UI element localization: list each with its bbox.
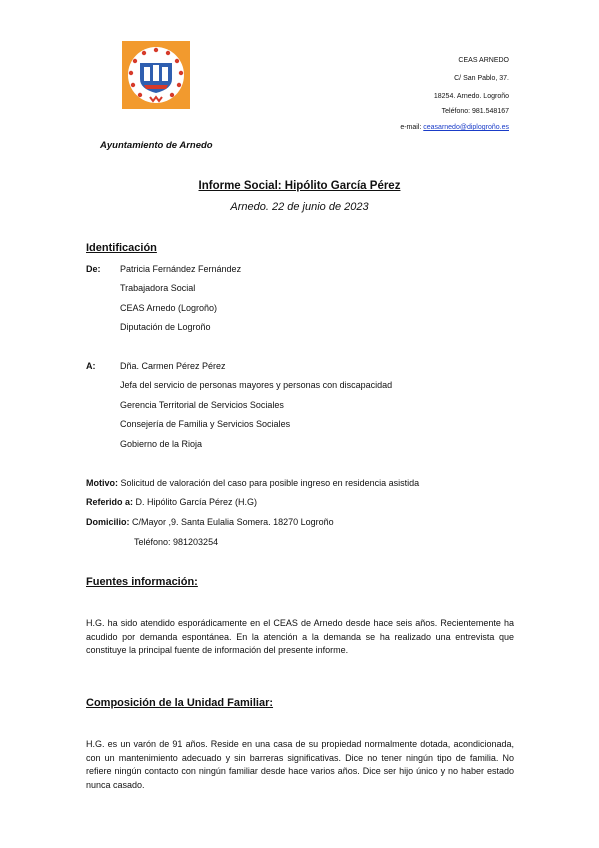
de-label: De: [86,264,101,274]
motivo-value: Solicitud de valoración del caso para posible ingreso en residencia asistida [118,478,420,488]
composicion-heading: Composición de la Unidad Familiar: [86,697,274,709]
ayuntamiento-label: Ayuntamiento de Arnedo [100,140,213,151]
domicilio-value: C/Mayor ,9. Santa Eulalia Somera. 18270 Logroño [129,517,334,527]
coat-of-arms-icon [122,41,190,109]
header-org: CEAS ARNEDO [458,57,509,64]
a-line: Dña. Carmen Pérez Pérez [120,361,226,371]
a-line: Jefa del servicio de personas mayores y personas con discapacidad [120,380,393,390]
header-email-link[interactable]: ceasarnedo@diplogroño.es [423,124,509,131]
composicion-paragraph: H.G. es un varón de 91 años. Reside en una casa de su propiedad normalmente dotada, acondicionada, con un mantenimiento adecuado y sin barreras significativas. Dice no tener ningún tipo de familia. No refiere ningún contacto con ningún familiar desde hace varios años. Dice ser hijo único y no haber estado nunca casado. [86,739,514,790]
header-email-line [400,123,509,133]
report-date: Arnedo. 22 de junio de 2023 [230,201,369,213]
referido-row [86,497,257,507]
domicilio-label: Domicilio: [86,517,130,527]
de-line: CEAS Arnedo (Logroño) [120,303,218,313]
motivo-row [86,478,419,488]
referido-label: Referido a: [86,497,134,507]
report-title: Informe Social: Hipólito García Pérez [198,180,401,192]
domicilio-row [86,517,334,527]
a-line: Consejería de Familia y Servicios Sociales [120,419,291,429]
a-line: Gerencia Territorial de Servicios Sociales [120,400,284,410]
de-line: Trabajadora Social [120,283,196,293]
ceas-logo [122,41,190,109]
header-phone: Teléfono: 981.548167 [441,108,509,115]
de-line: Patricia Fernández Fernández [120,264,242,274]
referido-value: D. Hipólito García Pérez (H.G) [133,497,258,507]
telefono-line: Teléfono: 981203254 [134,537,219,547]
header-street: C/ San Pablo, 37. [454,75,509,82]
a-line: Gobierno de la Rioja [120,439,203,449]
de-line: Diputación de Logroño [120,322,211,332]
fuentes-heading: Fuentes información: [86,576,198,588]
header-city: 18254. Arnedo. Logroño [433,93,509,100]
identificacion-heading: Identificación [86,242,157,254]
motivo-label: Motivo: [86,478,118,488]
fuentes-paragraph: H.G. ha sido atendido esporádicamente en el CEAS de Arnedo desde hace seis años. Recientemente ha acudido por demanda espontánea. En la atención a la demanda se ha realizado una entrevista que constituye la principal fuente de información del presente informe. [86,618,514,655]
a-label: A: [86,361,96,371]
header-email-label: e-mail: [400,124,424,131]
